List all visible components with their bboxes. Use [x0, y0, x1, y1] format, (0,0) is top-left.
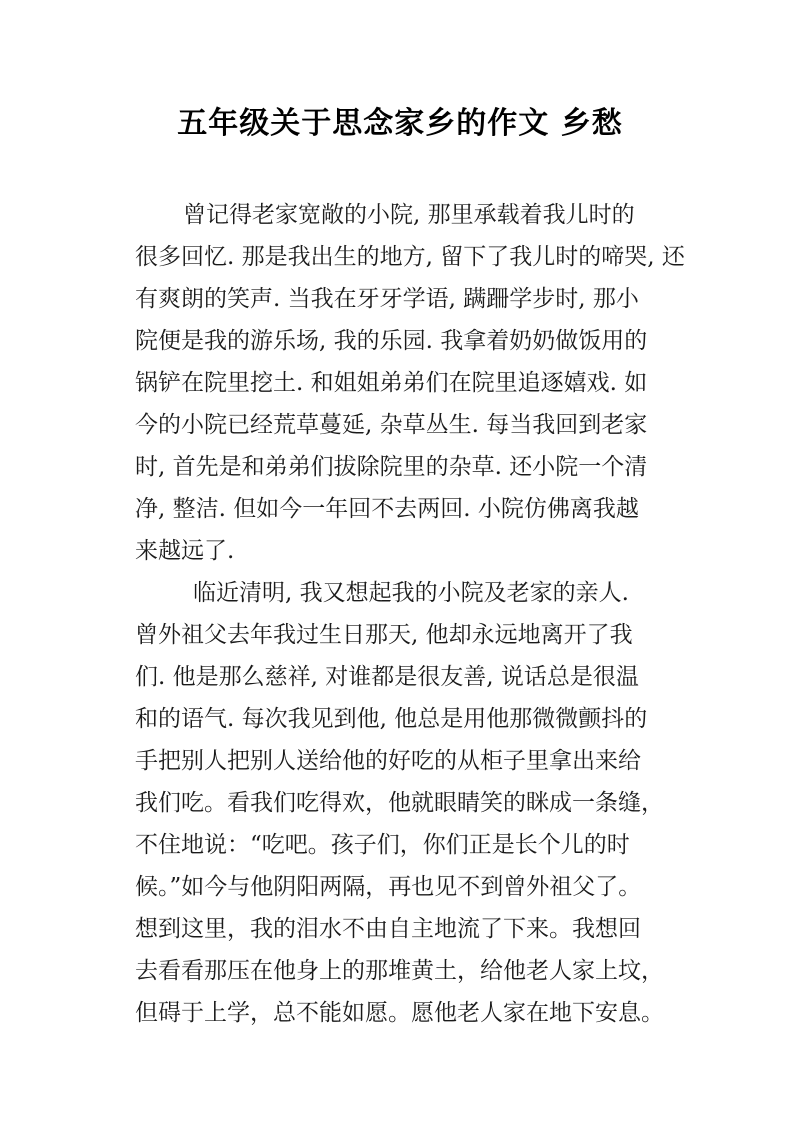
document-title: 五年级关于思念家乡的作文 乡愁 [177, 106, 623, 141]
paragraph-line: 今的小院已经荒草蔓延, 杂草丛生. 每当我回到老家 [135, 412, 648, 438]
paragraph-line: 临近清明, 我又想起我的小院及老家的亲人. [193, 580, 629, 606]
paragraph-line: 手把别人把别人送给他的好吃的从柜子里拿出来给 [135, 748, 641, 774]
paragraph-line: 们. 他是那么慈祥, 对谁都是很友善, 说话总是很温 [135, 664, 639, 690]
paragraph-line: 净, 整洁. 但如今一年回不去两回. 小院仿佛离我越 [135, 496, 639, 522]
paragraph-line: 有爽朗的笑声. 当我在牙牙学语, 蹒跚学步时, 那小 [135, 286, 639, 312]
paragraph-line: 想到这里，我的泪水不由自主地流了下来。我想回 [135, 916, 641, 942]
paragraph-line: 但碍于上学，总不能如愿。愿他老人家在地下安息。 [135, 1000, 664, 1026]
paragraph-line: 和的语气. 每次我见到他, 他总是用他那微微颤抖的 [135, 706, 648, 732]
paragraph-line: 曾记得老家宽敞的小院, 那里承载着我儿时的 [183, 202, 635, 228]
paragraph-line: 曾外祖父去年我过生日那天, 他却永远地离开了我 [135, 622, 633, 648]
paragraph-line: 院便是我的游乐场, 我的乐园. 我拿着奶奶做饭用的 [135, 328, 648, 354]
paragraph-line: 不住地说：“吃吧。孩子们，你们正是长个儿的时 [135, 832, 630, 858]
paragraph-line: 我们吃。看我们吃得欢，他就眼睛笑的眯成一条缝， [135, 790, 664, 816]
paragraph-line: 锅铲在院里挖土. 和姐姐弟弟们在院里追逐嬉戏. 如 [135, 370, 648, 396]
paragraph-line: 来越远了. [135, 538, 235, 564]
paragraph-line: 候。”如今与他阴阳两隔，再也见不到曾外祖父了。 [135, 874, 642, 900]
paragraph-line: 去看看那压在他身上的那堆黄土，给他老人家上坟， [135, 958, 664, 984]
paragraph-line: 时, 首先是和弟弟们拔除院里的杂草. 还小院一个清 [135, 454, 648, 480]
paragraph-line: 很多回忆. 那是我出生的地方, 留下了我儿时的啼哭, 还 [135, 244, 685, 270]
